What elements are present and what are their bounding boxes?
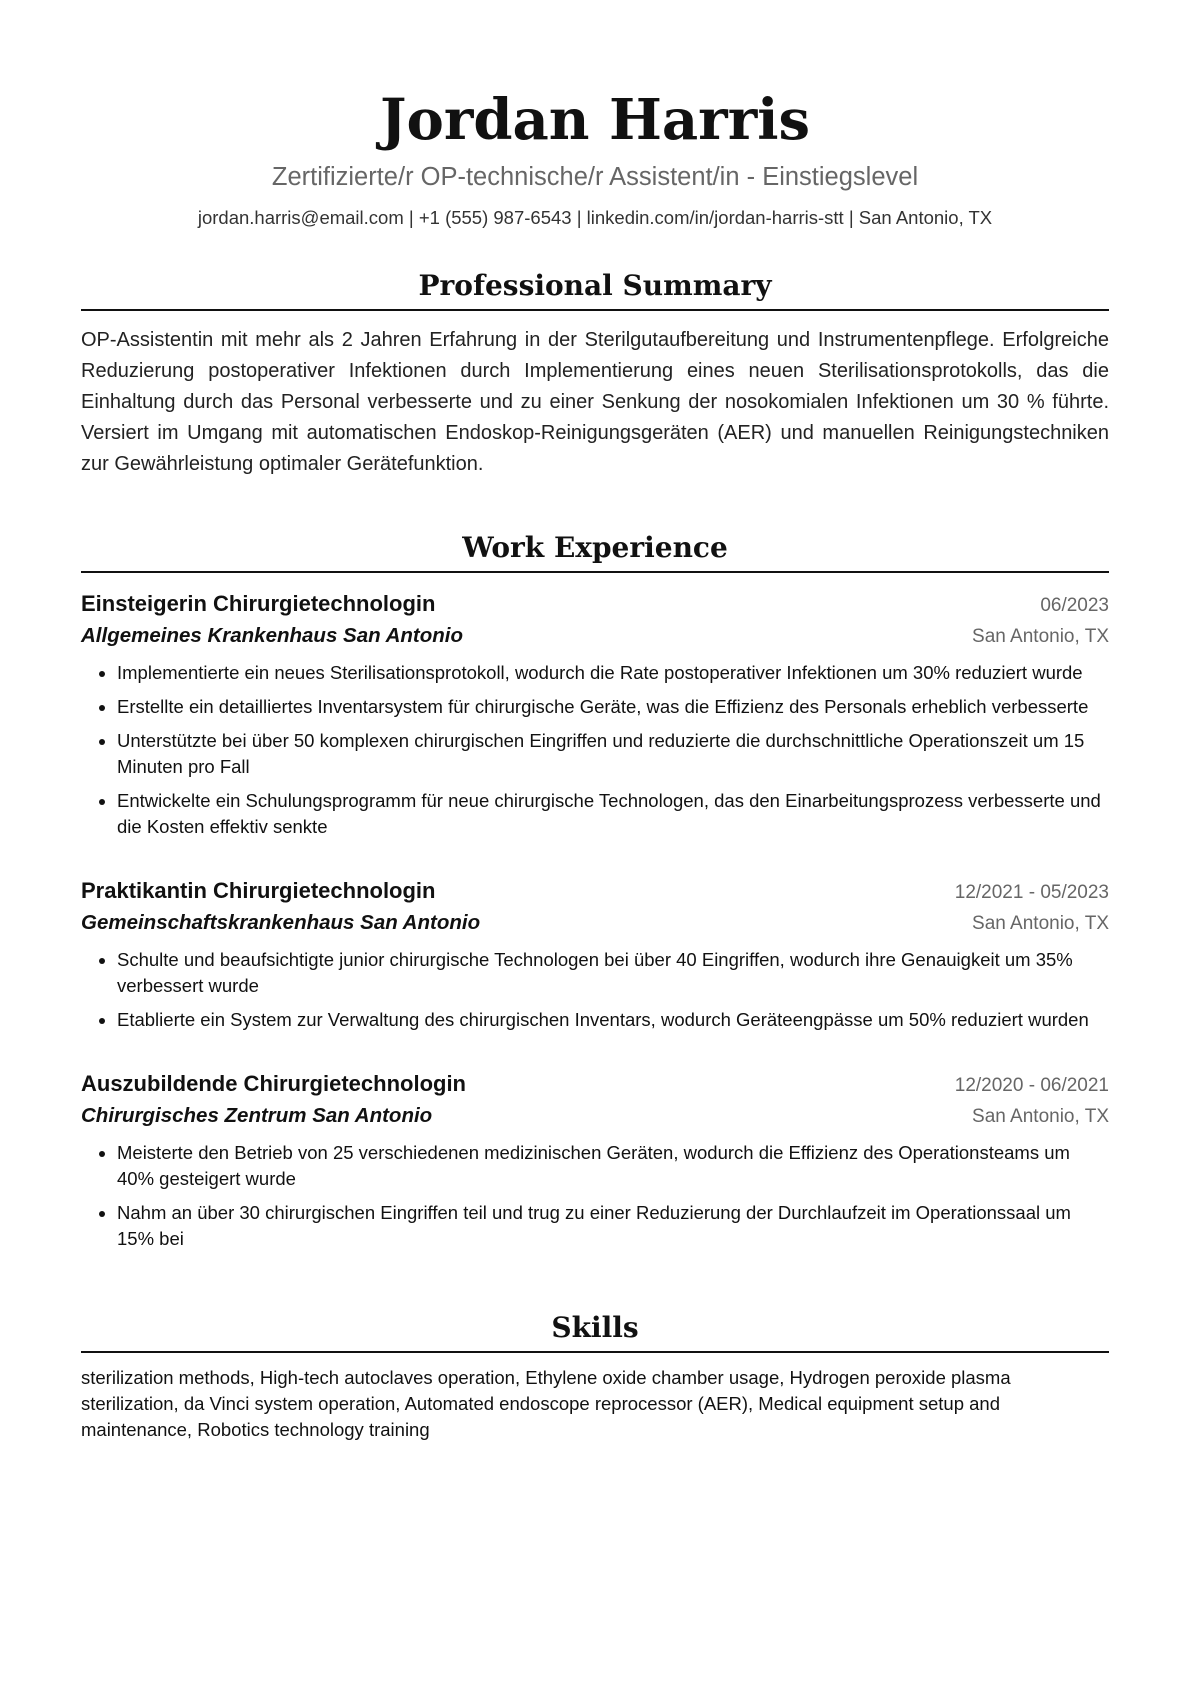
job-bullet: • Nahm an über 30 chirurgischen Eingriffen teil und trug zu einer Reduzierung der Durchlaufzeit im Operationssaal um 15% bei (117, 1200, 1109, 1252)
job-bullet: • Meisterte den Betrieb von 25 verschiedenen medizinischen Geräten, wodurch die Effizienz des Operationsteams um 40% gesteigert wurde (117, 1140, 1109, 1192)
candidate-name: Jordan Harris (379, 87, 810, 153)
job-date: 06/2023 (1040, 595, 1109, 616)
job-entry (81, 1069, 1109, 1252)
job-company: Gemeinschaftskrankenhaus San Antonio (81, 911, 481, 934)
work-experience-section (81, 530, 1109, 1252)
contact-line: jordan.harris@email.com | +1 (555) 987-6543 | linkedin.com/in/jordan-harris-stt | San Antonio, TX (197, 207, 993, 228)
job-location: San Antonio, TX (972, 1106, 1109, 1127)
job-entry (81, 589, 1109, 840)
skills-text: sterilization methods, High-tech autoclaves operation, Ethylene oxide chamber usage, Hydrogen peroxide plasma sterilization, da Vinci system operation, Automated endoscope reprocessor (AER), Medical equipment setup and maintenance, Robotics technology training (81, 1367, 1011, 1440)
summary-heading: Professional Summary (81, 268, 1109, 311)
work-experience-heading: Work Experience (81, 530, 1109, 573)
job-bullets (81, 947, 1109, 1033)
job-company: Chirurgisches Zentrum San Antonio (81, 1104, 433, 1127)
job-company: Allgemeines Krankenhaus San Antonio (81, 624, 463, 647)
job-bullet: • Schulte und beaufsichtigte junior chirurgische Technologen bei über 40 Eingriffen, wodurch ihre Genauigkeit um 35% verbessert wurde (117, 947, 1109, 999)
job-bullet: • Implementierte ein neues Sterilisationsprotokoll, wodurch die Rate postoperativer Infektionen um 30% reduziert wurde (117, 660, 1109, 686)
job-title: Einsteigerin Chirurgietechnologin (81, 591, 436, 616)
job-location: San Antonio, TX (972, 626, 1109, 647)
job-date: 12/2021 - 05/2023 (954, 882, 1109, 903)
skills-section (81, 1310, 1109, 1443)
skills-heading: Skills (81, 1310, 1109, 1353)
summary-text: OP-Assistentin mit mehr als 2 Jahren Erfahrung in der Sterilgutaufbereitung und Instrumentenpflege. Erfolgreiche Reduzierung postoperativer Infektionen durch Implementierung eines neuen Sterilisationsprotokolls, das die Einhaltung durch das Personal verbesserte und zu einer Senkung der nosokomialen Infektionen um 30 % führte. Versiert im Umgang mit automatischen Endoskop-Reinigungsgeräten (AER) und manuellen Reinigungstechniken zur Gewährleistung optimaler Gerätefunktion. (81, 329, 1109, 475)
job-entry (81, 876, 1109, 1033)
job-bullets (81, 1140, 1109, 1252)
job-title: Auszubildende Chirurgietechnologin (81, 1071, 466, 1096)
job-bullet: • Entwickelte ein Schulungsprogramm für neue chirurgische Technologen, das den Einarbeitungsprozess verbesserte und die Kosten effektiv senkte (117, 788, 1109, 840)
job-bullets (81, 660, 1109, 840)
summary-section (81, 268, 1109, 480)
job-date: 12/2020 - 06/2021 (954, 1075, 1109, 1096)
candidate-headline: Zertifizierte/r OP-technische/r Assistent/in - Einstiegslevel (271, 163, 919, 191)
job-title: Praktikantin Chirurgietechnologin (81, 878, 436, 903)
job-bullet: • Unterstützte bei über 50 komplexen chirurgischen Eingriffen und reduzierte die durchschnittliche Operationszeit um 15 Minuten pro Fall (117, 728, 1109, 780)
job-bullet: • Erstellte ein detailliertes Inventarsystem für chirurgische Geräte, was die Effizienz des Personals erheblich verbesserte (117, 694, 1109, 720)
job-location: San Antonio, TX (972, 913, 1109, 934)
job-bullet: • Etablierte ein System zur Verwaltung des chirurgischen Inventars, wodurch Geräteengpässe um 50% reduziert wurden (117, 1007, 1109, 1033)
